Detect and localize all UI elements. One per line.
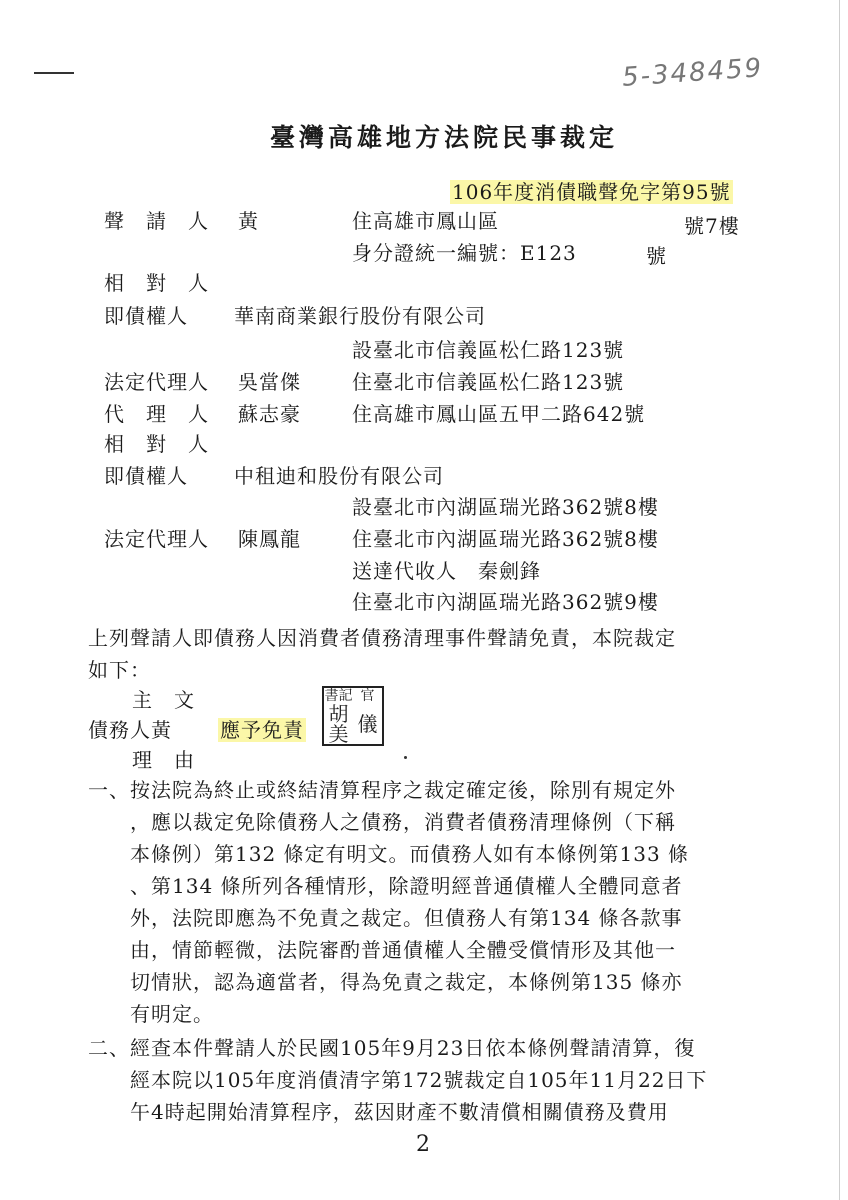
reason-heading: 理 由 bbox=[132, 748, 195, 772]
respondent1-role-line1: 相 對 人 bbox=[104, 271, 209, 295]
respondent2-legal-rep-address: 住臺北市內湖區瑞光路362號8樓 bbox=[352, 527, 659, 551]
reason2-line: 經本院以105年度消債清字第172號裁定自105年11月22日下 bbox=[130, 1068, 708, 1092]
intro-line-2: 如下： bbox=[88, 658, 151, 682]
reason1-line: 由，情節輕微，法院審酌普通債權人全體受償情形及其他一 bbox=[130, 938, 676, 962]
reason2-line: 二、經查本件聲請人於民國105年9月23日依本條例聲請清算，復 bbox=[88, 1036, 696, 1060]
respondent2-address: 設臺北市內湖區瑞光路362號8樓 bbox=[352, 495, 659, 519]
respondent1-name: 華南商業銀行股份有限公司 bbox=[234, 304, 486, 328]
scan-speck bbox=[404, 756, 407, 759]
applicant-address-suffix: 號7樓 bbox=[684, 214, 740, 238]
respondent1-role-line2: 即債權人 bbox=[104, 304, 188, 328]
document-title: 臺灣高雄地方法院民事裁定 bbox=[270, 123, 619, 152]
respondent2-legal-rep-name: 陳鳳龍 bbox=[238, 527, 301, 551]
main-heading: 主 文 bbox=[132, 688, 195, 712]
clerk-seal: 書記 官 胡美 儀 bbox=[322, 686, 384, 746]
margin-dash bbox=[34, 72, 74, 74]
respondent2-service-agent: 送達代收人 秦劍鋒 bbox=[352, 559, 541, 583]
respondent1-agent-role: 代 理 人 bbox=[104, 402, 209, 426]
applicant-role: 聲 請 人 bbox=[104, 209, 209, 233]
intro-line-1: 上列聲請人即債務人因消費者債務清理事件聲請免責，本院裁定 bbox=[88, 626, 676, 650]
respondent1-agent-name: 蘇志豪 bbox=[238, 402, 301, 426]
respondent2-legal-rep-role: 法定代理人 bbox=[104, 527, 209, 551]
main-text bbox=[88, 714, 306, 743]
handwritten-number: 5-348459 bbox=[621, 53, 765, 93]
respondent2-name: 中租迪和股份有限公司 bbox=[234, 464, 444, 488]
page-number: 2 bbox=[416, 1132, 430, 1157]
reason1-line: 、第134 條所列各種情形，除證明經普通債權人全體同意者 bbox=[130, 874, 683, 898]
reason1-line: 一、按法院為終止或終結清算程序之裁定確定後，除別有規定外 bbox=[88, 778, 676, 802]
applicant-id-suffix: 號 bbox=[646, 244, 667, 268]
respondent2-role-line1: 相 對 人 bbox=[104, 432, 209, 456]
reason1-line: 切情狀，認為適當者，得為免責之裁定，本條例第135 條亦 bbox=[130, 970, 683, 994]
case-number: 106年度消債職聲免字第95號 bbox=[452, 180, 731, 204]
main-text-prefix: 債務人黃 bbox=[88, 718, 172, 742]
respondent1-legal-rep-name: 吳當傑 bbox=[238, 370, 301, 394]
respondent1-legal-rep-address: 住臺北市信義區松仁路123號 bbox=[352, 370, 625, 394]
reason1-line: ，應以裁定免除債務人之債務，消費者債務清理條例（下稱 bbox=[130, 810, 676, 834]
respondent1-legal-rep-role: 法定代理人 bbox=[104, 370, 209, 394]
applicant-name: 黃 bbox=[238, 209, 259, 233]
respondent1-address: 設臺北市信義區松仁路123號 bbox=[352, 338, 625, 362]
respondent1-agent-address: 住高雄市鳳山區五甲二路642號 bbox=[352, 402, 646, 426]
scan-edge bbox=[839, 0, 840, 1200]
reason2-line: 午4時起開始清算程序，茲因財產不數清償相關債務及費用 bbox=[130, 1100, 669, 1124]
applicant-address: 住高雄市鳳山區 bbox=[352, 209, 499, 233]
respondent2-role-line2: 即債權人 bbox=[104, 464, 188, 488]
reason1-line: 有明定。 bbox=[130, 1002, 214, 1026]
respondent2-service-agent-address: 住臺北市內湖區瑞光路362號9樓 bbox=[352, 590, 659, 614]
applicant-id: 身分證統一編號：E123 bbox=[352, 241, 577, 265]
reason1-line: 外，法院即應為不免責之裁定。但債務人有第134 條各款事 bbox=[130, 906, 683, 930]
main-text-highlight: 應予免責 bbox=[220, 718, 304, 742]
reason1-line: 本條例）第132 條定有明文。而債務人如有本條例第133 條 bbox=[130, 842, 690, 866]
